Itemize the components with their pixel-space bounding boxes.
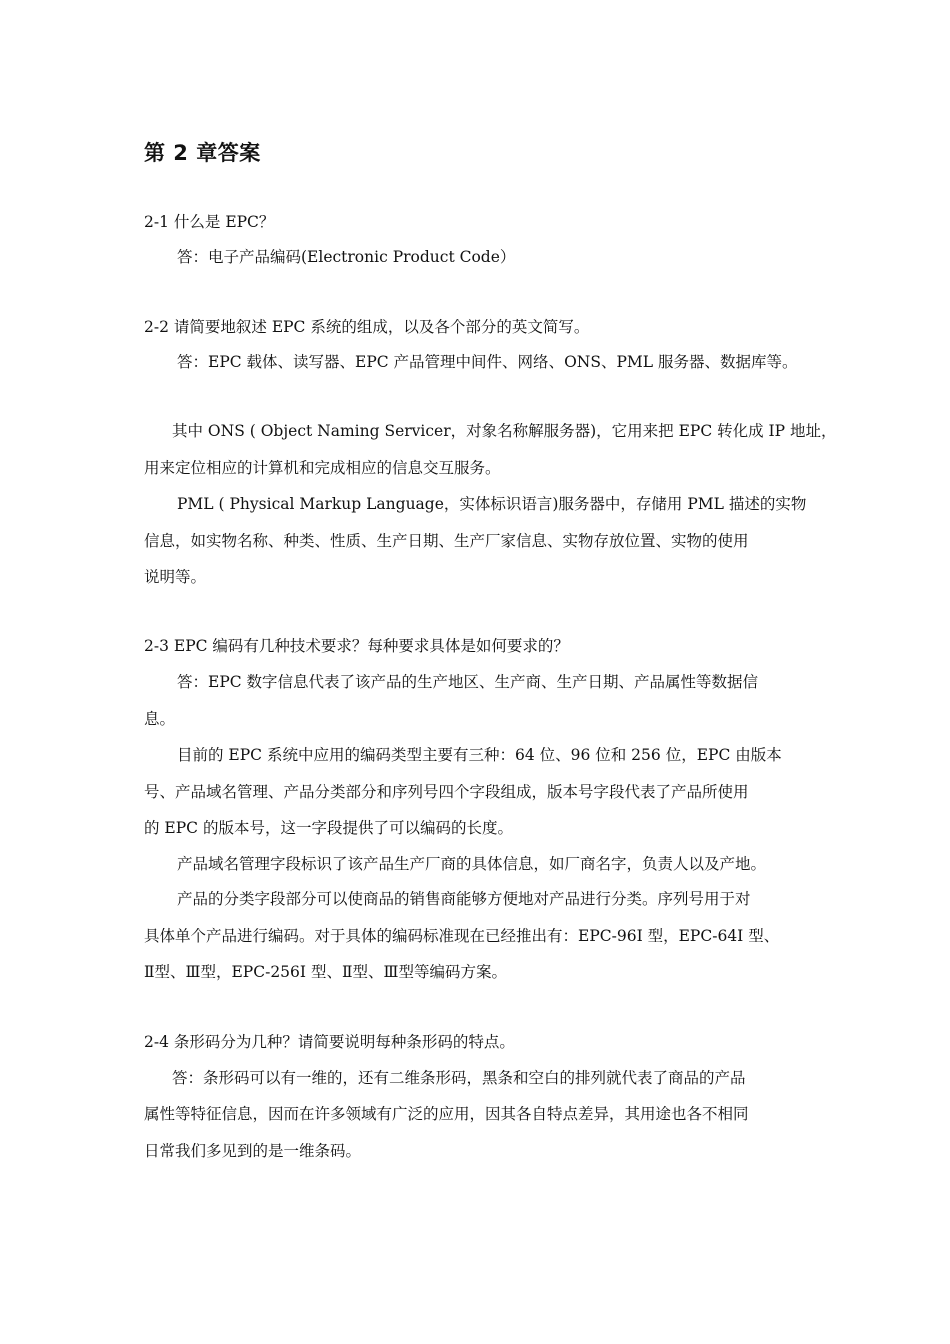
classification-paragraph-line: Ⅱ型、Ⅲ型，EPC-256I 型、Ⅱ型、Ⅲ型等编码方案。 <box>144 963 507 981</box>
answer-2-4-line: 日常我们多见到的是一维条码。 <box>144 1142 362 1160</box>
pml-paragraph-line: 说明等。 <box>144 568 207 586</box>
answer-2-4-line: 答：条形码可以有一维的，还有二维条形码，黑条和空白的排列就代表了商品的产品 <box>172 1069 746 1087</box>
answer-2-2: 答：EPC 载体、读写器、EPC 产品管理中间件、网络、ONS、PML 服务器、数据库等。 <box>177 353 798 371</box>
answer-2-3-line: 答：EPC 数字信息代表了该产品的生产地区、生产商、生产日期、产品属性等数据信 <box>177 673 759 691</box>
classification-paragraph-line: 产品的分类字段部分可以使商品的销售商能够方便地对产品进行分类。序列号用于对 <box>177 890 751 908</box>
chapter-title: 第 2 章答案 <box>144 141 261 165</box>
encoding-paragraph-line: 目前的 EPC 系统中应用的编码类型主要有三种：64 位、96 位和 256 位，EPC 由版本 <box>177 746 782 764</box>
question-2-2: 2-2 请简要地叙述 EPC 系统的组成，以及各个部分的英文简写。 <box>144 318 590 336</box>
pml-paragraph-line: 信息，如实物名称、种类、性质、生产日期、生产厂家信息、实物存放位置、实物的使用 <box>144 532 749 550</box>
ons-paragraph-line: 用来定位相应的计算机和完成相应的信息交互服务。 <box>144 459 501 477</box>
answer-2-3-line: 息。 <box>144 710 176 728</box>
domain-paragraph-line: 产品域名管理字段标识了该产品生产厂商的具体信息，如厂商名字，负责人以及产地。 <box>177 855 767 873</box>
encoding-paragraph-line: 号、产品域名管理、产品分类部分和序列号四个字段组成，版本号字段代表了产品所使用 <box>144 783 749 801</box>
answer-2-1: 答：电子产品编码(Electronic Product Code） <box>177 248 516 266</box>
question-2-1: 2-1 什么是 EPC？ <box>144 213 275 231</box>
pml-paragraph-line: PML ( Physical Markup Language，实体标识语言)服务器中，存储用 PML 描述的实物 <box>177 495 807 513</box>
question-2-4: 2-4 条形码分为几种？请简要说明每种条形码的特点。 <box>144 1033 515 1051</box>
ons-paragraph-line: 其中 ONS ( Object Naming Servicer，对象名称解服务器)，它用来把 EPC 转化成 IP 地址， <box>172 422 837 440</box>
question-2-3: 2-3 EPC 编码有几种技术要求？每种要求具体是如何要求的？ <box>144 637 569 655</box>
encoding-paragraph-line: 的 EPC 的版本号，这一字段提供了可以编码的长度。 <box>144 819 513 837</box>
answer-2-4-line: 属性等特征信息，因而在许多领域有广泛的应用，因其各自特点差异，其用途也各不相同 <box>144 1105 749 1123</box>
classification-paragraph-line: 具体单个产品进行编码。对于具体的编码标准现在已经推出有：EPC-96I 型，EPC-64I 型、 <box>144 927 780 945</box>
